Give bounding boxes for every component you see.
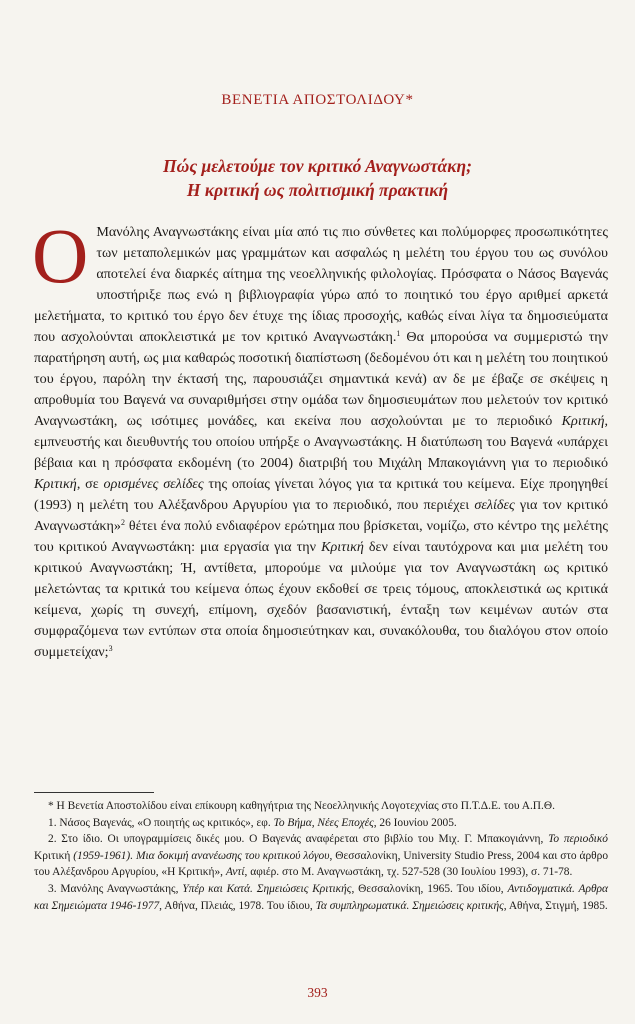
footnote-ref-3: 3: [108, 644, 113, 653]
body-italic: σελίδες: [474, 497, 515, 513]
footnote-italic: Το περιοδικό: [548, 833, 608, 846]
footnote-text: 2. Στο ίδιο. Οι υπογραμμίσεις δικές μου. Ο Βαγενάς αναφέρεται στο βιβλίο του Μιχ. Γ. Μπακογιάννη,: [48, 833, 549, 846]
footnote-text: 3. Μανόλης Αναγνωστάκης,: [48, 882, 183, 895]
body-italic: Κριτική: [34, 476, 77, 492]
body-text-segment: για τον κριτικό Αναγνωστάκη»: [34, 497, 608, 534]
footnote-ref-1: 1: [396, 329, 401, 338]
footnote-text: 1. Νάσος Βαγενάς, «Ο ποιητής ως κριτικός», εφ.: [48, 816, 274, 829]
footnote-text: , Θεσσαλονίκη, 1965. Του ιδίου,: [351, 882, 508, 895]
footnote-text: Κριτική: [34, 849, 74, 862]
author-name: ΒΕΝΕΤΙΑ ΑΠΟΣΤΟΛΙΔΟΥ*: [221, 92, 414, 108]
body-paragraph: [32, 212, 608, 663]
footnote-3: [34, 881, 608, 914]
footnote-italic: Αντί: [225, 866, 245, 879]
footnote-author: [34, 798, 608, 815]
title-line-2: Η κριτική ως πολιτισμική πρακτική: [186, 180, 449, 200]
footnote-2: [34, 831, 608, 881]
footnote-italic: Τα συμπληρωματικά. Σημειώσεις κριτικής: [315, 899, 504, 912]
body-text-segment: , εμπνευστής και διευθυντής του οποίου υπήρξε ο Αναγνωστάκης. Η διατύπωση του Βαγενά «υπάρχει βέβαια και η πρόσφατα εκδομένη (το 2004) διατριβή του Μιχάλη Μπακογιάννη για το περιοδικό: [34, 413, 608, 471]
footnote-text: * Η Βενετία Αποστολίδου είναι επίκουρη καθηγήτρια της Νεοελληνικής Λογοτεχνίας στο Π.Τ.Δ.Ε. του Α.Π.Θ.: [48, 800, 555, 812]
body-italic: Κριτική: [561, 413, 605, 429]
body-text-segment: Θα μπορούσα να συμμεριστώ την παρατήρηση αυτή, ως μια καθαρώς ποσοτική διαπίστωση (δεδομένου ότι και η μελέτη του ποιητικού του έργου, παρόλη την έκτασή της, παρουσιάζει σημαντικά κενά) αν δε με έβαζε σε σκέψεις η απροθυμία του Βαγενά να συναριθμήσει στην ομάδα των δημοσιευμάτων που μελετούν τον κριτικό Αναγνωστάκη, ως ισότιμες μονάδες, και εκείνα που ασχολούνται με το περιοδικό: [34, 329, 608, 429]
title-line-1: Πώς μελετούμε τον κριτικό Αναγνωστάκη;: [163, 156, 472, 176]
page-number: 393: [307, 985, 328, 1000]
footnotes: [34, 798, 608, 914]
footnote-text: , Αθήνα, Στιγμή, 1985.: [503, 899, 608, 912]
body-text-segment: Μανόλης Αναγνωστάκης είναι μία από τις πιο σύνθετες και πολύμορφες προσωπικότητες των μεταπολεμικών μας γραμμάτων και ασφαλώς η μελέτη του έργου του ως συνόλου αποτελεί ένα διαρκές αίτημα της νεοελληνικής φιλολογίας. Πρόσφατα ο Νάσος Βαγενάς υποστήριξε πως ενώ η βιβλιογραφία γύρω από το ποιητικό του έργο αριθμεί αρκετά μελετήματα, το κριτικό του έργο δεν έτυχε της ίδιας προσοχής, καθώς είναι λίγα τα δημοσιεύματα που ασχολούνται αποκλειστικά με τον κριτικό Αναγνωστάκη.: [34, 224, 608, 345]
footnote-text: , Αθήνα, Πλειάς, 1978. Του ίδιου,: [159, 899, 316, 912]
footnote-text: , 26 Ιουνίου 2005.: [373, 816, 457, 829]
body-text-segment: θέτει ένα πολύ ενδιαφέρον ερώτημα που βρίσκεται, νομίζω, στο κέντρο της μελέτης του κριτικού Αναγνωστάκη: μια εργασία για την: [34, 518, 608, 555]
footnote-italic: (1959-1961). Μια δοκιμή ανανέωσης του κριτικού λόγου: [73, 849, 330, 862]
body-text-segment: της οποίας γίνεται λόγος για τα κριτικά του κείμενα. Είχε προηγηθεί (1993) η μελέτη του Αλέξανδρου Αργυρίου για το περιοδικό, που περιέχει: [34, 476, 608, 513]
footnote-italic: Το Βήμα, Νέες Εποχές: [273, 816, 374, 829]
body-text-segment: δεν είναι ταυτόχρονα και μια μελέτη του κριτικού Αναγνωστάκη; Ή, αντίθετα, μπορούμε να μιλούμε για τον Αναγνωστάκη ως κριτικό μελετώντας τα κριτικά του κείμενα όπως έχουν εκδοθεί σε τρεις τόμους, αποκλειστικά ως κριτικά κείμενα, χωρίς τη συνεχή, επίμονη, σχεδόν βασανιστική, ένταξη των κειμένων αυτών στα συμφραζόμενα των εντύπων στα οποία δημοσιεύτηκαν και, συνακόλουθα, του διαλόγου στον οποίο συμμετείχαν;: [34, 539, 608, 660]
footnote-italic: Υπέρ και Κατά. Σημειώσεις Κριτικής: [182, 882, 352, 895]
footnote-ref-2: 2: [120, 518, 125, 527]
footnote-text: , αφιέρ. στο Μ. Αναγνωστάκη, τχ. 527-528 (30 Ιουλίου 1993), σ. 71-78.: [244, 866, 573, 879]
body-italic: Κριτική: [321, 539, 364, 555]
drop-cap: Ο: [32, 212, 89, 299]
article-title: [0, 154, 635, 202]
body-text-segment: , σε: [76, 476, 104, 492]
footnote-italic: Αντιδογματικά. Αρθρα και Σημειώματα 1946-1977: [34, 882, 609, 912]
footnote-1: [34, 815, 608, 832]
body-italic: ορισμένες σελίδες: [103, 476, 204, 492]
footnote-separator: [34, 792, 154, 793]
footnote-text: , Θεσσαλονίκη, University Studio Press, 2004 και στο άρθρο του Αλέξανδρου Αργυρίου, «Η Κριτική»,: [34, 849, 609, 879]
